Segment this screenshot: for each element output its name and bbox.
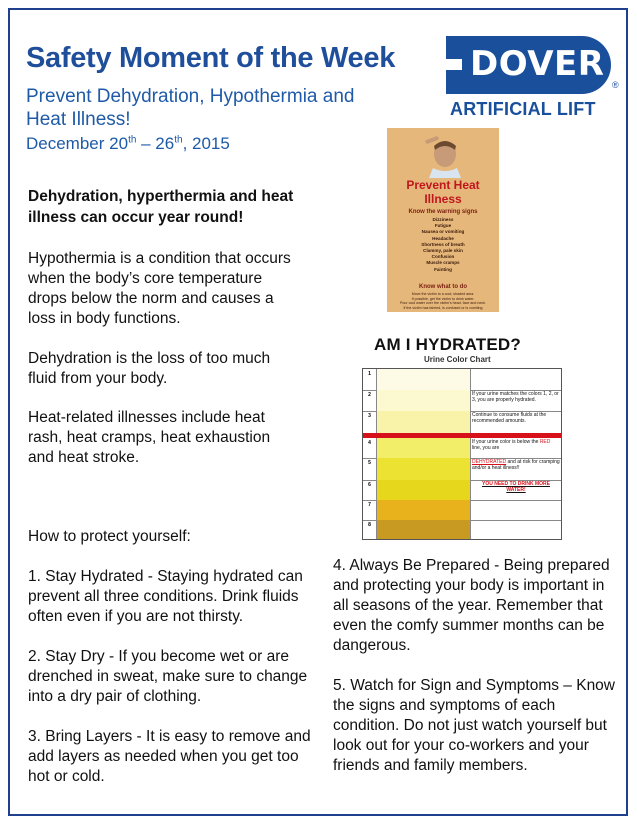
note-red-text: RED (539, 439, 551, 445)
row-note: If your urine matches the colors 1, 2, or 3, you are properly hydrated. (472, 391, 559, 403)
protect-item-1: 1. Stay Hydrated - Staying hydrated can prevent all three conditions. Drink fluids often even if you are not thirsty. (28, 568, 303, 625)
poster-todo-heading: Know what to do (419, 284, 467, 290)
row-number: 7 (363, 500, 377, 520)
protect-item-2: 2. Stay Dry - If you become wet or are drenched in sweat, make sure to change into a dry pair of clothing. (28, 648, 308, 705)
chart-row-1 (363, 369, 561, 391)
row-color-swatch (377, 520, 471, 539)
protect-right-column (333, 556, 618, 776)
poster-todo-line: If possible, get the victim to drink water. (411, 296, 475, 301)
urine-color-chart (362, 368, 562, 540)
chart-row-8 (363, 520, 561, 539)
intro-dehydration: Dehydration is the loss of too much fluid from your body. (28, 350, 271, 387)
poster-todo-line: If the victim has fainted, is confused or is vomiting (403, 305, 483, 310)
row-number: 1 (363, 369, 377, 390)
protect-heading: How to protect yourself: (28, 528, 191, 545)
chart-row-2 (363, 390, 561, 412)
row-color-swatch (377, 369, 471, 390)
chart-row-4 (363, 438, 561, 459)
dover-logo (446, 36, 618, 121)
poster-title: Prevent Heat Illness (406, 178, 480, 206)
hydration-chart-subtitle: Urine Color Chart (424, 355, 491, 364)
dehydration-red-line (363, 433, 561, 438)
poster-signs-heading: Know the warning signs (408, 209, 478, 215)
note-red-text: YOU NEED TO DRINK MORE WATER! (482, 481, 550, 493)
date-sup-2: th (174, 134, 183, 146)
poster-signs-list (387, 217, 499, 273)
row-number: 4 (363, 438, 377, 458)
note-text: and at risk for cramping and/or a heat illness!! (472, 459, 560, 471)
row-number: 2 (363, 390, 377, 411)
page-subtitle: Prevent Dehydration, Hypothermia and Heat Illness! (26, 86, 355, 130)
row-number: 8 (363, 520, 377, 539)
poster-sign: Clammy, pale skin (423, 248, 463, 254)
logo-wordmark: DOVER (470, 44, 605, 84)
intro-heat-illness: Heat-related illnesses include heat rash, heat cramps, heat exhaustion and heat stroke. (28, 409, 271, 466)
row-color-swatch (377, 411, 471, 433)
poster-sign: Confusion (431, 254, 455, 260)
row-note: Continue to consume fluids at the recommended amounts. (472, 412, 547, 424)
poster-sign: Dizziness (432, 217, 454, 222)
protect-item-4: 4. Always Be Prepared - Being prepared and protecting your body is important in all seasons of the year. Remember that even the comfy summer months can be dangerous. (333, 557, 610, 654)
protect-left-column (28, 527, 318, 787)
note-red-text: DEHYDRATED (472, 459, 507, 465)
row-number: 3 (363, 411, 377, 433)
poster-sign: Fainting (434, 266, 452, 272)
hydration-chart-title: AM I HYDRATED? (374, 335, 521, 354)
poster-sign: Shortness of breath (421, 241, 465, 247)
row-color-swatch (377, 480, 471, 500)
date-end: , 2015 (182, 134, 230, 153)
logo-division: ARTIFICIAL LIFT (450, 99, 596, 119)
chart-row-6 (363, 480, 561, 501)
poster-sign: Muscle cramps (426, 260, 460, 266)
row-note (472, 439, 560, 451)
row-note (472, 481, 560, 493)
date-range (26, 134, 230, 154)
row-color-swatch (377, 438, 471, 458)
chart-row-3 (363, 411, 561, 434)
intro-heading: Dehydration, hyperthermia and heat illness can occur year round! (28, 188, 294, 226)
poster-sign: Headache (432, 235, 454, 241)
registered-mark: ® (612, 80, 619, 90)
row-number: 5 (363, 458, 377, 480)
logo-notch (446, 59, 462, 70)
row-color-swatch (377, 500, 471, 520)
poster-todo-line: Move the victim to a cool, shaded area. (411, 292, 475, 296)
date-mid: – 26 (136, 134, 175, 153)
poster-sign: Nausea or vomiting (421, 229, 465, 235)
note-text: If your urine color is below the (472, 439, 540, 445)
protect-item-5: 5. Watch for Sign and Symptoms – Know the signs and symptoms of each condition. Do not just watch yourself but look out for your co-workers and your friends and family members. (333, 677, 615, 774)
row-note (472, 459, 560, 471)
protect-item-3: 3. Bring Layers - It is easy to remove and add layers as needed when you get too hot or cold. (28, 728, 311, 785)
date-sup-1: th (128, 134, 137, 146)
poster-todo-line: Pour cool water over the victim's head, face and neck. (400, 301, 486, 306)
date-start: December 20 (26, 134, 129, 153)
poster-sign: Fatigue (434, 223, 452, 229)
row-number: 6 (363, 480, 377, 500)
chart-row-5 (363, 458, 561, 481)
poster-todo-list (391, 292, 495, 310)
note-text: line, you are (472, 445, 500, 451)
chart-row-7 (363, 500, 561, 521)
intro-hypothermia: Hypothermia is a condition that occurs when the body’s core temperature drops below the norm and causes a loss in body functions. (28, 250, 291, 327)
person-fanning-icon (419, 132, 467, 178)
page-title: Safety Moment of the Week (26, 42, 396, 74)
row-color-swatch (377, 390, 471, 411)
row-color-swatch (377, 458, 471, 480)
heat-illness-poster (387, 128, 499, 312)
